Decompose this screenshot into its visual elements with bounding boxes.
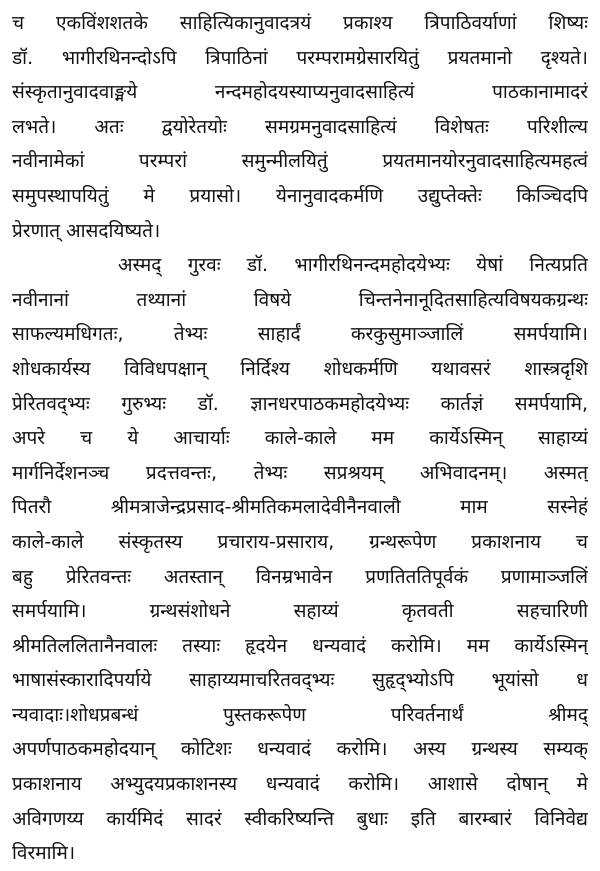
- paragraph-1: [12, 6, 588, 248]
- text-line: भाषासंस्कारादिपर्याये साहाय्यमाचरितवद्भ्यः सुहृद्भ्योऽपि भूयांसो ध: [12, 669, 588, 692]
- text-line: मार्गनिर्देशनञ्च प्रदत्तवन्तः, तेभ्यः सप्रश्रयम् अभिवादनम्। अस्मत्: [12, 461, 588, 484]
- text-line: बहु प्रेरितवन्तः अतस्तान् विनम्रभावेन प्रणतिततिपूर्वकं प्रणामाञ्जलिं: [12, 565, 588, 588]
- text-line: नवीनानां तथ्यानां विषये चिन्तनेनानूदितसाहित्यविषयकग्रन्थः: [12, 288, 588, 311]
- text-line: च एकविंशशतके साहित्यिकानुवादत्रयं प्रकाश्य त्रिपाठिवर्याणां शिष्यः: [12, 12, 588, 34]
- text-line: श्रीमतिललितानैनवालः तस्याः हृदयेन धन्यवादं करोमि। मम कार्येऽस्मिन्: [12, 634, 588, 657]
- text-line: प्रेरणात् आसदयिष्यते।: [12, 219, 161, 242]
- text-line: शोधकार्यस्य विविधपक्षान् निर्दिश्य शोधकर्मणि यथावसरं शास्त्रदृशि: [12, 357, 588, 380]
- text-line: संस्कृतानुवादवाङ्मये नन्दमहोदयस्याप्यनुवादसाहित्यं पाठकानामादरं: [12, 81, 588, 104]
- text-line: अस्मद् गुरवः डॉ. भागीरथिनन्दमहोदयेभ्यः येषां नित्यप्रति: [118, 254, 588, 277]
- text-line: पितरौ श्रीमत्राजेन्द्रप्रसाद-श्रीमतिकमलादेवीनैनवालौ माम सस्नेहं: [12, 496, 588, 519]
- text-line: विरमामि।: [12, 842, 76, 865]
- text-line: प्रेरितवद्भ्यः गुरुभ्यः डॉ. ज्ञानधरपाठकमहोदयेभ्यः कार्तज्ञं समर्पयामि,: [12, 392, 588, 415]
- text-line: लभते। अतः द्वयोरेतयोः समग्रमनुवादसाहित्यं विशेषतः परिशील्य: [12, 115, 588, 138]
- text-line: समर्पयामि। ग्रन्थसंशोधने सहाय्यं कृतवती सहचारिणी: [12, 600, 588, 623]
- text-line: डॉ. भागीरथिनन्दोऽपि त्रिपाठिनां परम्परामग्रेसारयितुं प्रयतमानो दृश्यते।: [12, 46, 588, 69]
- text-line: प्रकाशनाय अभ्युदयप्रकाशनस्य धन्यवादं करोमि। आशासे दोषान् मे: [12, 773, 588, 796]
- text-line: अविगणय्य कार्यमिदं सादरं स्वीकरिष्यन्ति बुधाः इति बारम्बारं विनिवेद्य: [12, 807, 588, 830]
- text-line: न्यवादाः।शोधप्रबन्धं पुस्तकरूपेण परिवर्तनार्थं श्रीमद्: [12, 703, 588, 726]
- text-line: अपर्णपाठकमहोदयान् कोटिशः धन्यवादं करोमि। अस्य ग्रन्थस्य सम्यक्: [12, 738, 588, 761]
- text-line: समुपस्थापयितुं मे प्रयासो। येनानुवादकर्मणि उद्युप्तेक्तेः किञ्चिदपि: [12, 184, 588, 207]
- paragraph-2: [12, 248, 588, 871]
- text-line: काले-काले संस्कृतस्य प्रचाराय-प्रसाराय, ग्रन्थरूपेण प्रकाशनाय च: [12, 530, 588, 553]
- text-line: नवीनामेकां परम्परां समुन्मीलयितुं प्रयतमानयोरनुवादसाहित्यमहत्वं: [12, 150, 588, 173]
- text-line: अपरे च ये आचार्याः काले-काले मम कार्येऽस्मिन् साहाय्यं: [12, 427, 588, 450]
- text-line: साफल्यमधिगतः, तेभ्यः साहार्दं करकुसुमाञ्जालिं समर्पयामि।: [12, 323, 588, 346]
